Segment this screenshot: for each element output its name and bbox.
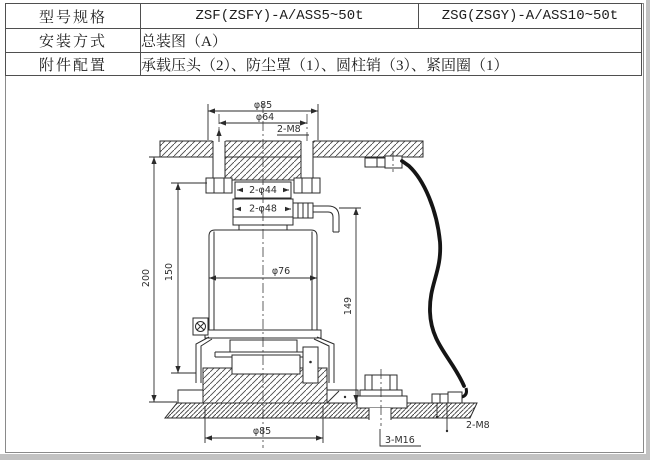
fastening-ring <box>230 340 297 352</box>
dim-overall-height-text: 200 <box>141 268 152 288</box>
page-edge-bottom <box>0 454 650 460</box>
dim-cable-height <box>339 208 361 402</box>
dim-cell-height <box>164 183 207 373</box>
dim-top-outer-text: φ85 <box>253 100 273 111</box>
top-mounting-plate <box>160 140 423 157</box>
dim-collar: 2-φ48 <box>249 203 277 215</box>
row-label-model: 型号规格 <box>6 4 141 29</box>
label-top-bolts <box>277 124 309 135</box>
dim-base-anchor-text: 3-M16 <box>385 435 415 446</box>
row-label-accessories: 附件配置 <box>6 53 141 76</box>
page-edge-right <box>646 0 650 460</box>
mounting-value: 总装图（A） <box>141 29 642 53</box>
accessories-value: 承载压头（2）、防尘罩（1）、圆柱销（3）、紧固圈（1） <box>141 53 642 76</box>
dim-cable-anchor-text: 2-M8 <box>466 420 490 431</box>
dim-base-dia-text: φ85 <box>252 426 272 437</box>
row-label-mounting: 安装方式 <box>6 29 141 53</box>
foundation-ground <box>165 403 477 418</box>
side-fitting <box>193 318 208 335</box>
limit-stop-left <box>178 390 203 403</box>
model-spec-zsf: ZSF(ZSFY)-A/ASS5~50t <box>141 4 419 29</box>
cable-connector <box>293 203 339 232</box>
dim-top-bolts-text: 2-M8 <box>277 124 301 135</box>
dim-body-dia-text: φ76 <box>271 266 291 277</box>
model-spec-zsg: ZSG(ZSGY)-A/ASS10~50t <box>419 4 642 29</box>
label-base-anchor <box>380 429 421 446</box>
signal-cable <box>402 161 464 386</box>
dim-cable-height-text: 149 <box>343 296 354 316</box>
dim-press-head: 2-φ44 <box>249 185 277 196</box>
standoff-plate <box>303 347 318 383</box>
dim-bolt-circle-text: φ64 <box>255 112 275 123</box>
limit-stop-right <box>327 390 358 403</box>
dim-cell-height-text: 150 <box>164 262 175 282</box>
